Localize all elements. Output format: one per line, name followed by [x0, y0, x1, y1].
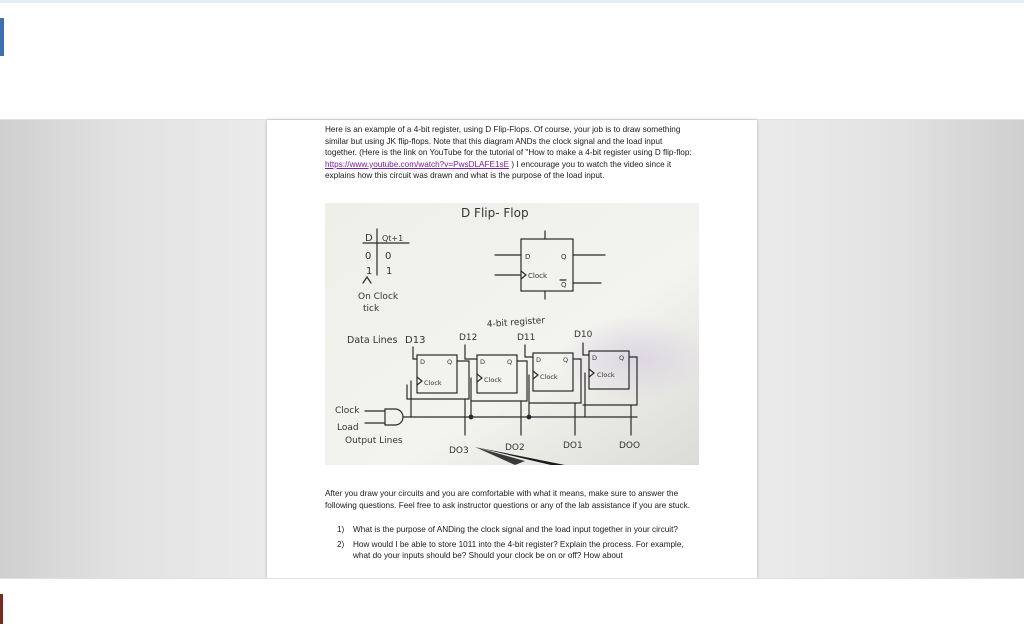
ff-qbar-label: Q [561, 281, 567, 289]
register-label: 4-bit register [486, 315, 546, 330]
output-label-doo: DOO [619, 441, 641, 451]
question-number: 1) [337, 525, 345, 534]
input-label-d10: D10 [574, 330, 593, 340]
reg-ff-q: Q [619, 354, 625, 362]
on-clock-label: On Clock [358, 292, 399, 302]
question-item [337, 539, 697, 562]
junction-dot [469, 415, 473, 419]
table-cell: 0 [365, 251, 372, 262]
bottom-left-accent [0, 594, 3, 624]
ff-d-label: D [525, 253, 531, 261]
table-cell: 1 [386, 266, 393, 277]
question-text: What is the purpose of ANDing the clock signal and the load input together in your circuit? [353, 525, 678, 534]
reg-ff-clock: Clock [424, 379, 442, 387]
reg-ff-d: D [420, 358, 426, 366]
reg-ff-clock: Clock [540, 373, 558, 381]
reg-ff-q: Q [563, 356, 569, 364]
question-text: How would I be able to store 1011 into the 4-bit register? Explain the process. For example, what do your inputs should be? Should your clock be on or off? How about [353, 539, 684, 561]
reg-ff-q: Q [447, 358, 453, 366]
left-accent-bar [0, 18, 4, 56]
photo-shadow [475, 293, 699, 413]
reg-ff-d: D [536, 356, 542, 364]
document-page [267, 120, 757, 578]
question-number: 2) [337, 539, 345, 549]
intro-text-start: Here is an example of a 4-bit register, using D Flip-Flops. Of course, your job is to draw something similar but using JK flip-flops. Note that this diagram ANDs the clock signal and the load input together. (Here is the link on YouTube for the tutorial of "How to make a 4-bit register using D flip-flop: [325, 125, 692, 158]
input-label-d13: D13 [405, 335, 426, 346]
output-label-do1: DO1 [563, 441, 583, 451]
reg-ff-q: Q [507, 358, 513, 366]
output-lines-label: Output Lines [345, 436, 403, 446]
circuit-diagram [325, 203, 699, 465]
ff-q-label: Q [561, 253, 567, 261]
intro-text-end: ) I encourage you to watch the video since it explains how this circuit was drawn and what is the purpose of the load input. [325, 159, 672, 181]
output-label-do2: DO2 [505, 443, 525, 453]
junction-dot [527, 415, 531, 419]
circuit-figure [325, 203, 699, 465]
tick-label: tick [363, 304, 380, 314]
table-col-d: D [365, 233, 373, 244]
table-col-q: Qt+1 [382, 234, 404, 243]
ff-clock-label: Clock [528, 272, 548, 280]
reg-ff-d: D [592, 354, 598, 362]
reg-ff-clock: Clock [484, 376, 502, 384]
figure-title: D Flip- Flop [461, 206, 529, 220]
after-figure-paragraph: After you draw your circuits and you are comfortable with what it means, make sure to answer the following questions. Feel free to ask instructor questions or any of the lab assistance if you are stuck. [325, 489, 690, 510]
intro-paragraph [325, 124, 695, 182]
question-list [337, 524, 697, 565]
output-label-do3: DO3 [449, 446, 469, 456]
reg-ff-d: D [480, 358, 486, 366]
input-label-d11: D11 [517, 333, 536, 343]
input-label-d12: D12 [459, 333, 478, 343]
toolbar-area [0, 3, 1024, 120]
load-input-label: Load [337, 423, 359, 433]
youtube-link[interactable]: https://www.youtube.com/watch?v=PwsDLAFE1sE [325, 159, 510, 169]
clock-input-label: Clock [335, 406, 360, 416]
bottom-panel [0, 578, 1024, 641]
table-cell: 1 [366, 266, 373, 277]
reg-ff-clock: Clock [597, 371, 615, 379]
table-cell: 0 [385, 251, 392, 262]
data-lines-label: Data Lines [347, 335, 398, 346]
question-item [337, 524, 697, 536]
